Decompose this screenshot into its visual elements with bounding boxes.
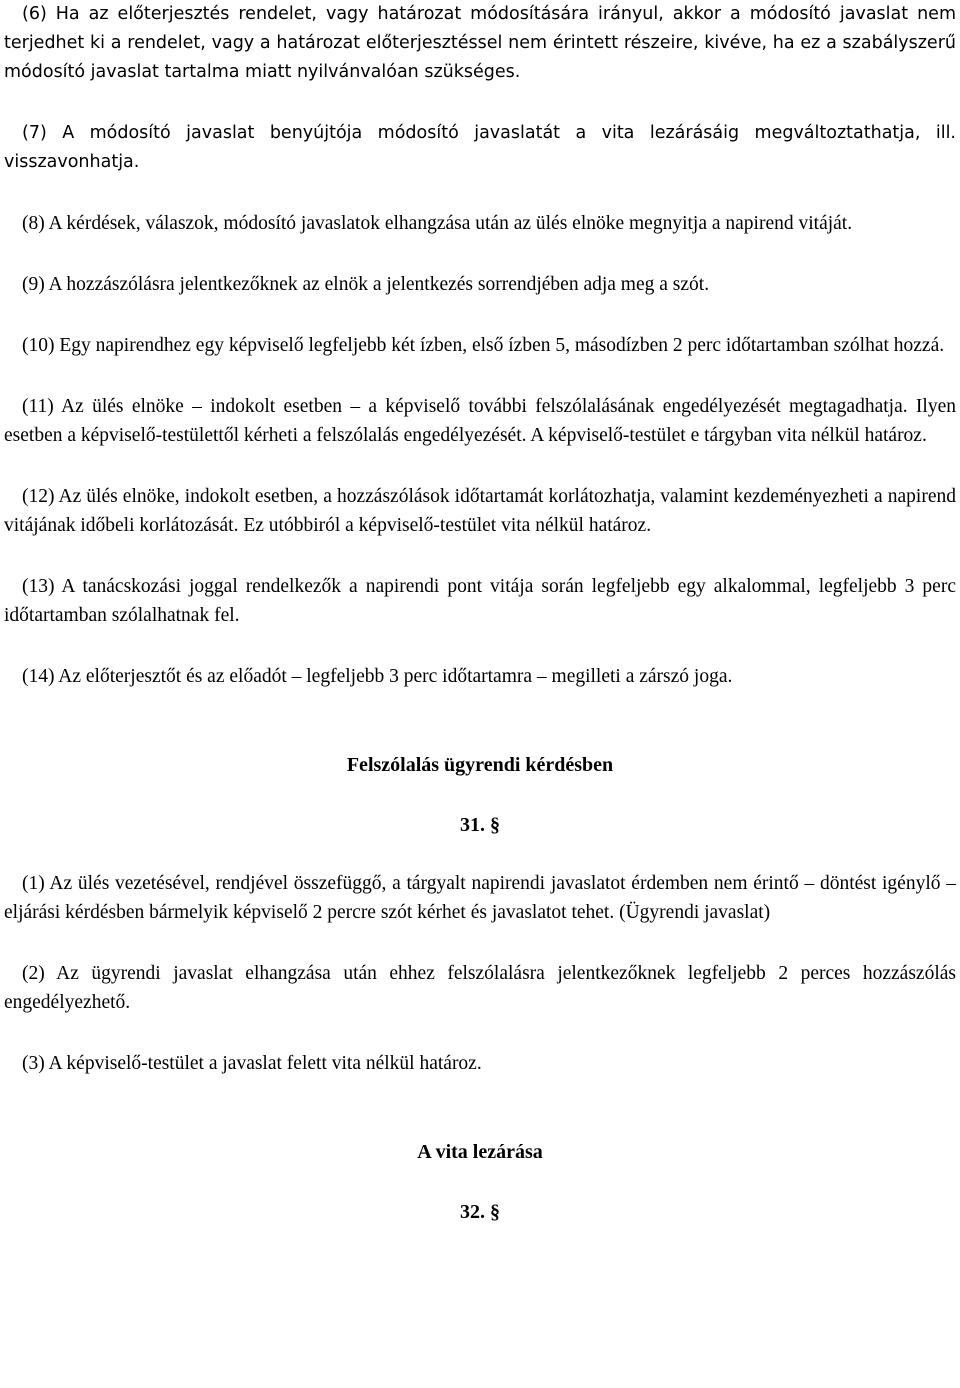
section-number-31: 31. § (460, 814, 500, 836)
paragraph-6: (6) Ha az előterjesztés rendelet, vagy határozat módosítására irányul, akkor a módosító javaslat nem terjedhet ki a rendelet, vagy a határozat előterjesztéssel nem érintett részeire, kivéve, ha ez a szabályszerű módosító javaslat tartalma miatt nyilvánvalóan szükséges. (4, 4, 956, 82)
paragraph-12: (12) Az ülés elnöke, indokolt esetben, a hozzászólások időtartamát korlátozhatja, valamint kezdeményezheti a napirend vitájának időbeli korlátozását. Ez utóbbiról a képviselő-testület vita nélkül határoz. (4, 486, 956, 536)
section31-paragraph-3: (3) A képviselő-testület a javaslat felett vita nélkül határoz. (22, 1053, 482, 1074)
section-number-32: 32. § (460, 1201, 500, 1223)
paragraph-14: (14) Az előterjesztőt és az előadót – legfeljebb 3 perc időtartamra – megilleti a zárszó joga. (22, 666, 733, 687)
paragraph-10: (10) Egy napirendhez egy képviselő legfeljebb két ízben, első ízben 5, másodízben 2 perc időtartamban szólhat hozzá. (22, 335, 945, 356)
paragraph-13: (13) A tanácskozási joggal rendelkezők a napirendi pont vitája során legfeljebb egy alkalommal, legfeljebb 3 perc időtartamban szólalhatnak fel. (4, 576, 956, 626)
paragraph-11: (11) Az ülés elnöke – indokolt esetben – a képviselő további felszólalásának engedélyezését megtagadhatja. Ilyen esetben a képviselő-testülettől kérheti a felszólalás engedélyezését. A képviselő-testület e tárgyban vita nélkül határoz. (4, 396, 956, 446)
section-title-vita-lezarasa: A vita lezárása (417, 1141, 543, 1163)
paragraph-9: (9) A hozzászólásra jelentkezőknek az elnök a jelentkezés sorrendjében adja meg a szót. (22, 274, 710, 295)
section31-paragraph-1: (1) Az ülés vezetésével, rendjével összefüggő, a tárgyalt napirendi javaslatot érdemben nem érintő – döntést igénylő – eljárási kérdésben bármelyik képviselő 2 percre szót kérhet és javaslatot tehet. (Ügyrendi javaslat) (4, 873, 956, 923)
document-page (4, 0, 956, 1227)
section31-paragraph-2: (2) Az ügyrendi javaslat elhangzása után ehhez felszólalásra jelentkezőknek legfeljebb 2 perces hozzászólás engedélyezhető. (4, 963, 956, 1013)
section-title-felszolalas: Felszólalás ügyrendi kérdésben (346, 754, 614, 776)
paragraph-8: (8) A kérdések, válaszok, módosító javaslatok elhangzása után az ülés elnöke megnyitja a napirend vitáját. (22, 213, 853, 234)
paragraph-7: (7) A módosító javaslat benyújtója módosító javaslatát a vita lezárásáig megváltoztathatja, ill. visszavonhatja. (4, 123, 956, 172)
